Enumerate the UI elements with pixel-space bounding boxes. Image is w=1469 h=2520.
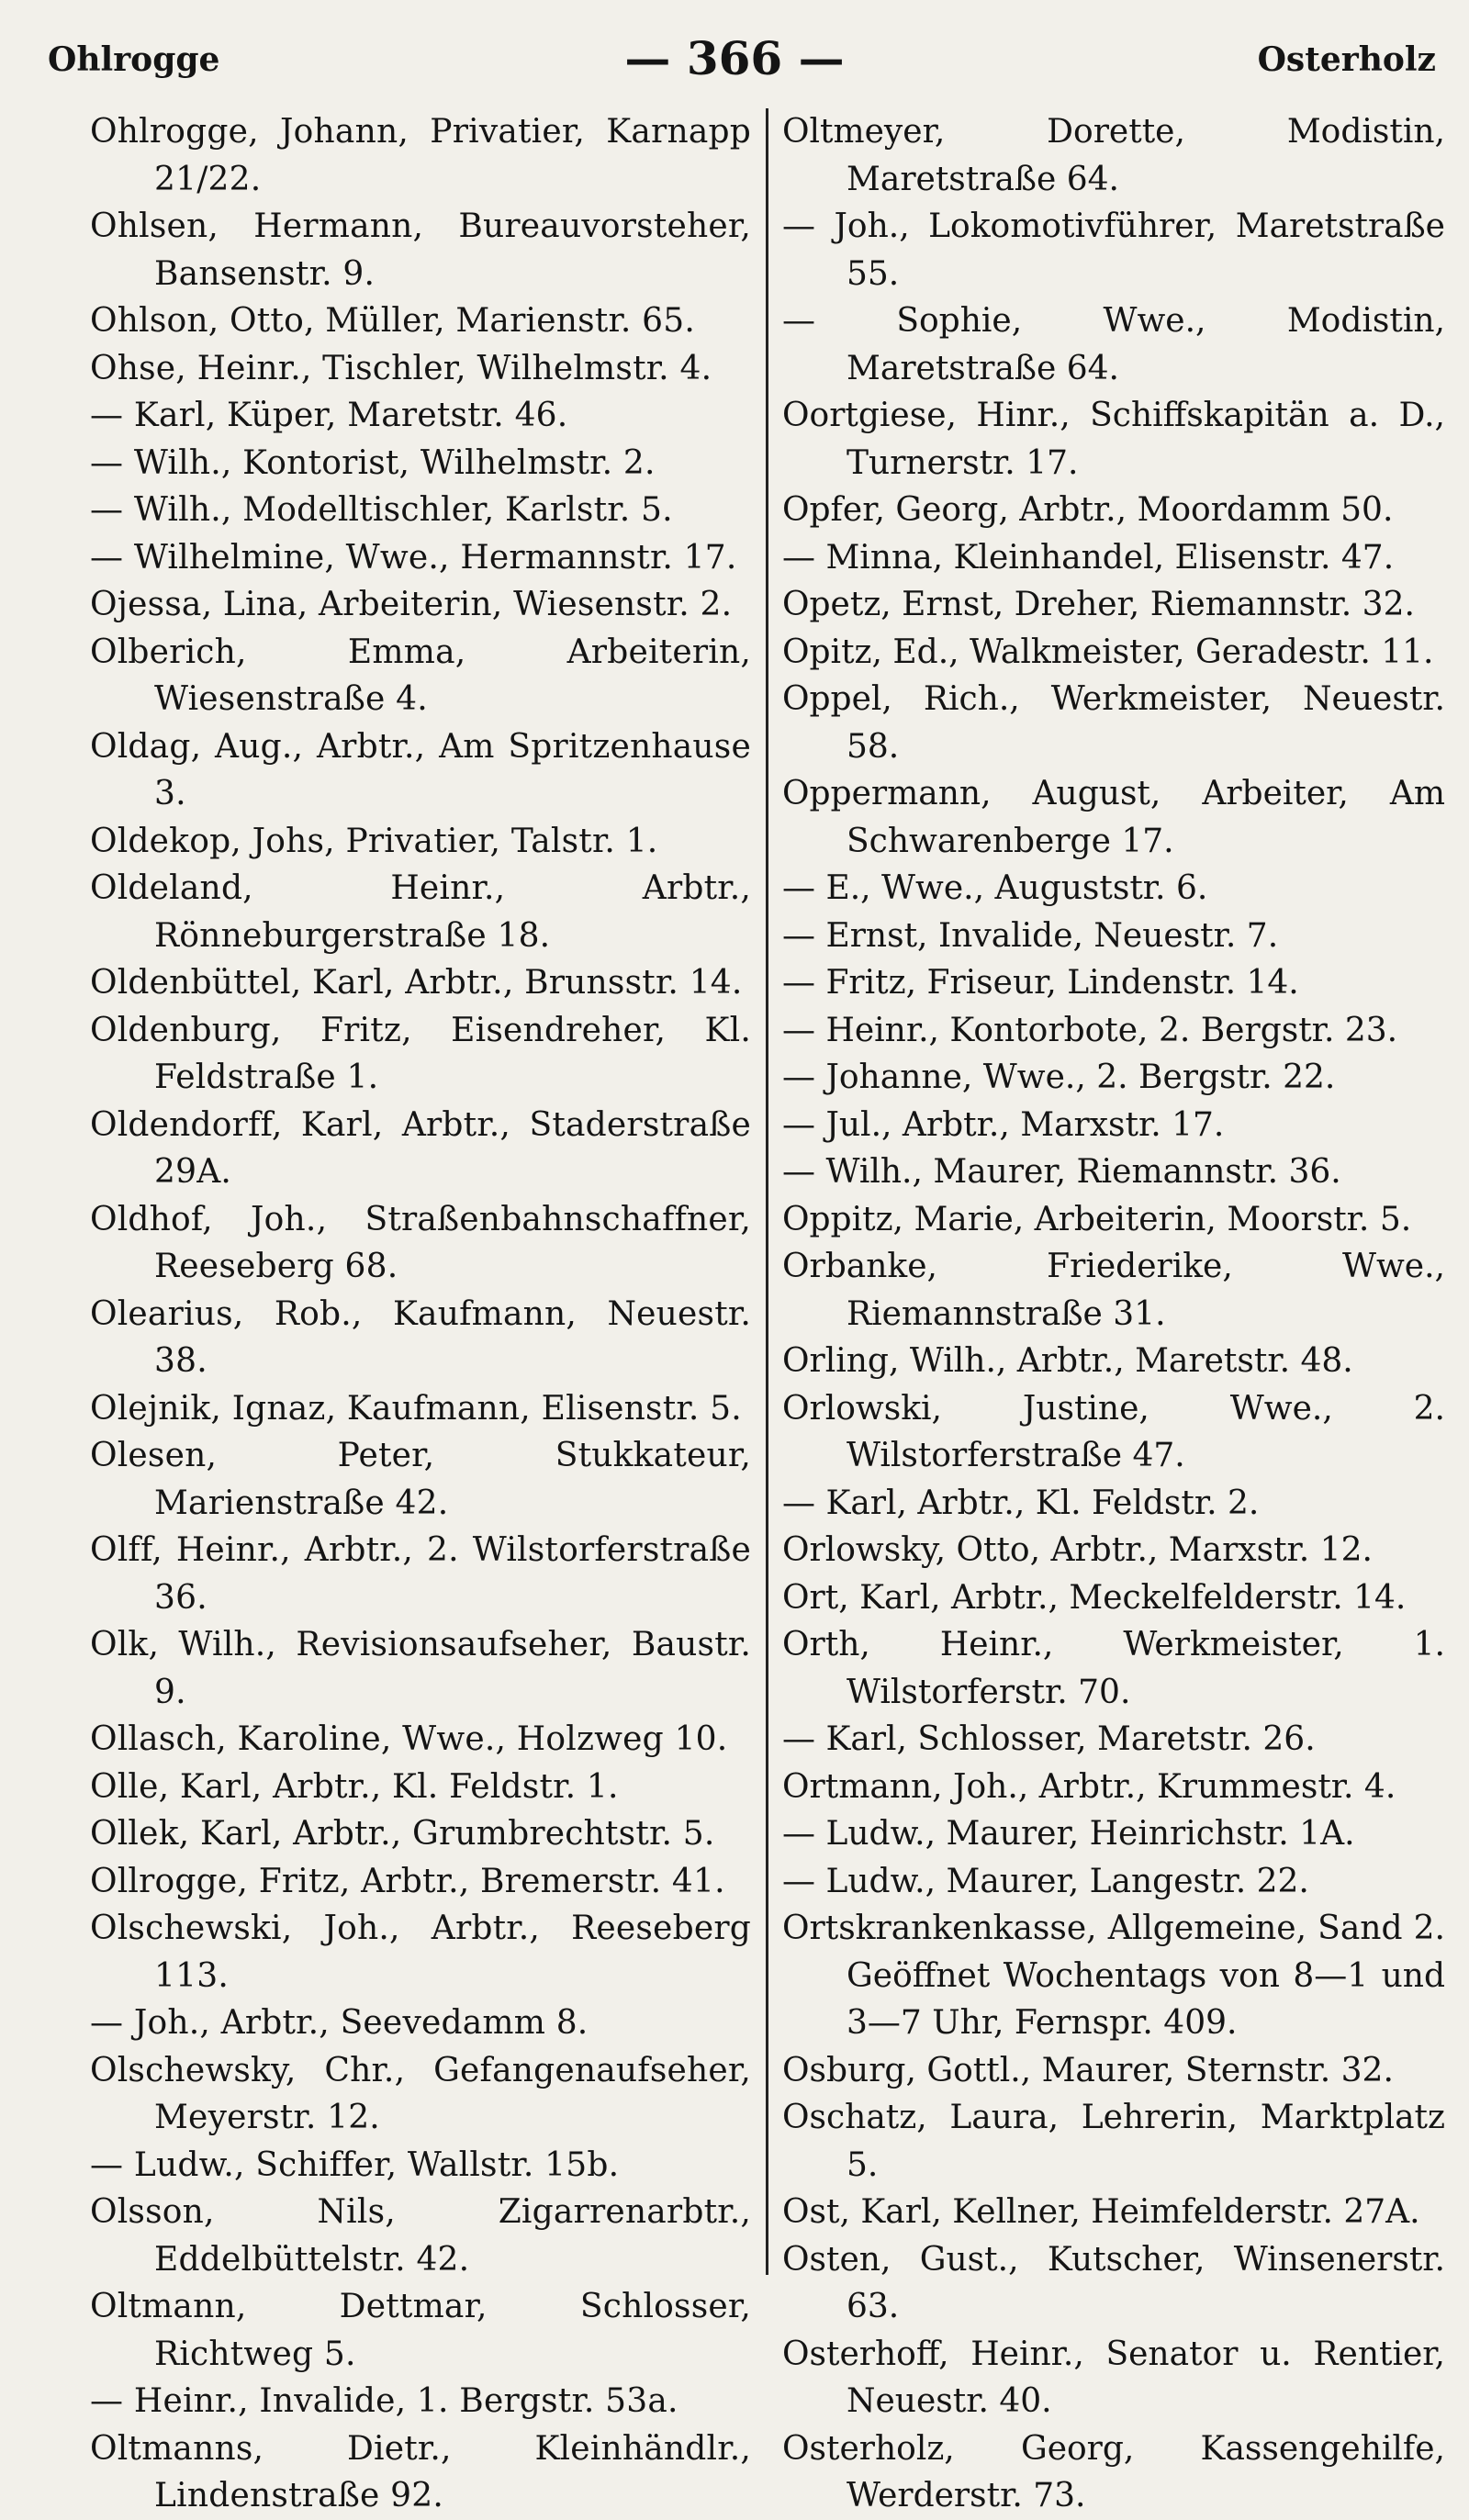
list-item: — Minna, Kleinhandel, Elisenstr. 47. <box>782 538 1395 577</box>
list-item: Olsson, Nils, Zigarrenarbtr., Eddelbüttelstr. 42. <box>90 2193 751 2279</box>
list-item: Oortgiese, Hinr., Schiffskapitän a. D., Turnerstr. 17. <box>782 397 1445 482</box>
list-item: Oldendorff, Karl, Arbtr., Staderstraße 29A. <box>90 1105 751 1191</box>
list-item: Ohse, Heinr., Tischler, Wilhelmstr. 4. <box>90 349 712 387</box>
list-item: Olschewski, Joh., Arbtr., Reeseberg 113. <box>90 1910 751 1995</box>
list-item: — Joh., Arbtr., Seevedamm 8. <box>90 2004 589 2042</box>
list-item: — Fritz, Friseur, Lindenstr. 14. <box>782 964 1299 1002</box>
list-item: Ohlsen, Hermann, Bureauvorsteher, Bansenstr. 9. <box>90 207 751 293</box>
list-item: — Wilh., Kontorist, Wilhelmstr. 2. <box>90 443 656 482</box>
list-item: Ollasch, Karoline, Wwe., Holzweg 10. <box>90 1720 728 1758</box>
list-item: Osterhoff, Heinr., Senator u. Rentier, Neuestr. 40. <box>782 2335 1445 2420</box>
list-item: Ohlson, Otto, Müller, Marienstr. 65. <box>90 302 696 340</box>
list-item: Ortmann, Joh., Arbtr., Krummestr. 4. <box>782 1767 1396 1806</box>
list-item: — Wilhelmine, Wwe., Hermannstr. 17. <box>90 538 737 577</box>
list-item: Olff, Heinr., Arbtr., 2. Wilstorferstraße 36. <box>90 1531 751 1617</box>
list-item: Opetz, Ernst, Dreher, Riemannstr. 32. <box>782 586 1415 623</box>
list-item: Ort, Karl, Arbtr., Meckelfelderstr. 14. <box>782 1578 1407 1617</box>
list-item: Ojessa, Lina, Arbeiterin, Wiesenstr. 2. <box>90 586 733 623</box>
list-item: — Ludw., Schiffer, Wallstr. 15b. <box>90 2145 620 2184</box>
left-column <box>90 108 751 2520</box>
list-item: Ortskrankenkasse, Allgemeine, Sand 2. Geöffnet Wochentags von 8—1 und 3—7 Uhr, Fernspr. 409. <box>782 1910 1445 2042</box>
list-item: Oltmann, Dettmar, Schlosser, Richtweg 5. <box>90 2288 751 2373</box>
list-item: Olle, Karl, Arbtr., Kl. Feldstr. 1. <box>90 1767 619 1806</box>
header-first-entry: Ohlrogge <box>48 40 220 79</box>
page-header <box>0 31 1469 86</box>
list-item: Oldenbüttel, Karl, Arbtr., Brunsstr. 14. <box>90 964 743 1002</box>
list-item: Oppermann, August, Arbeiter, Am Schwarenberge 17. <box>782 775 1445 860</box>
list-item: Ohlrogge, Johann, Privatier, Karnapp 21/22. <box>90 113 751 198</box>
list-item: Ost, Karl, Kellner, Heimfelderstr. 27A. <box>782 2193 1420 2231</box>
list-item: — Heinr., Kontorbote, 2. Bergstr. 23. <box>782 1011 1398 1049</box>
list-item: Oppitz, Marie, Arbeiterin, Moorstr. 5. <box>782 1200 1412 1238</box>
page-number: — 366 — <box>624 31 845 85</box>
list-item: Olejnik, Ignaz, Kaufmann, Elisenstr. 5. <box>90 1389 742 1428</box>
list-item: — Joh., Lokomotivführer, Maretstraße 55. <box>782 207 1445 293</box>
list-item: Orlowski, Justine, Wwe., 2. Wilstorferstraße 47. <box>782 1389 1445 1474</box>
list-item: — Wilh., Modelltischler, Karlstr. 5. <box>90 491 673 529</box>
list-item: Orling, Wilh., Arbtr., Maretstr. 48. <box>782 1342 1353 1380</box>
list-item: Oldeland, Heinr., Arbtr., Rönneburgerstraße 18. <box>90 869 751 955</box>
list-item: — Jul., Arbtr., Marxstr. 17. <box>782 1105 1225 1144</box>
list-item: — Sophie, Wwe., Modistin, Maretstraße 64. <box>782 302 1445 387</box>
list-item: Osterholz, Georg, Kassengehilfe, Werderstr. 73. <box>782 2429 1445 2514</box>
list-item: Orbanke, Friederike, Wwe., Riemannstraße 31. <box>782 1248 1445 1333</box>
list-item: — Ludw., Maurer, Heinrichstr. 1A. <box>782 1815 1355 1853</box>
list-item: — Ernst, Invalide, Neuestr. 7. <box>782 916 1279 955</box>
list-item: Opitz, Ed., Walkmeister, Geradestr. 11. <box>782 633 1434 671</box>
list-item: Opfer, Georg, Arbtr., Moordamm 50. <box>782 491 1394 529</box>
list-item: Olberich, Emma, Arbeiterin, Wiesenstraße 4. <box>90 633 751 718</box>
list-item: — Ludw., Maurer, Langestr. 22. <box>782 1862 1309 1900</box>
list-item: Oltmanns, Dietr., Kleinhändlr., Lindenstraße 92. <box>90 2429 751 2514</box>
list-item: Oschatz, Laura, Lehrerin, Marktplatz 5. <box>782 2099 1445 2184</box>
list-item: Olk, Wilh., Revisionsaufseher, Baustr. 9. <box>90 1626 751 1711</box>
list-item: — Karl, Arbtr., Kl. Feldstr. 2. <box>782 1484 1260 1522</box>
list-item: Olesen, Peter, Stukkateur, Marienstraße 42. <box>90 1437 751 1522</box>
list-item: Ollrogge, Fritz, Arbtr., Bremerstr. 41. <box>90 1862 725 1900</box>
list-item: — Heinr., Invalide, 1. Bergstr. 53a. <box>90 2382 678 2420</box>
list-item: — Wilh., Maurer, Riemannstr. 36. <box>782 1153 1341 1191</box>
list-item: — E., Wwe., Auguststr. 6. <box>782 869 1208 907</box>
list-item: — Johanne, Wwe., 2. Bergstr. 22. <box>782 1058 1336 1096</box>
list-item: Ollek, Karl, Arbtr., Grumbrechtstr. 5. <box>90 1815 715 1853</box>
list-item: Oldhof, Joh., Straßenbahnschaffner, Reeseberg 68. <box>90 1200 751 1285</box>
list-item: Oltmeyer, Dorette, Modistin, Maretstraße 64. <box>782 113 1445 198</box>
list-item: Orth, Heinr., Werkmeister, 1. Wilstorferstr. 70. <box>782 1626 1445 1711</box>
list-item: Olearius, Rob., Kaufmann, Neuestr. 38. <box>90 1294 751 1380</box>
list-item: Oldag, Aug., Arbtr., Am Spritzenhause 3. <box>90 727 751 812</box>
column-divider <box>766 108 768 2275</box>
list-item: Osten, Gust., Kutscher, Winsenerstr. 63. <box>782 2240 1445 2325</box>
header-last-entry: Osterholz <box>1257 40 1436 79</box>
list-item: Oldenburg, Fritz, Eisendreher, Kl. Feldstraße 1. <box>90 1011 751 1096</box>
list-item: Osburg, Gottl., Maurer, Sternstr. 32. <box>782 2051 1394 2089</box>
list-item: Oldekop, Johs, Privatier, Talstr. 1. <box>90 822 658 860</box>
list-item: Olschewsky, Chr., Gefangenaufseher, Meyerstr. 12. <box>90 2051 751 2136</box>
right-column <box>782 108 1445 2520</box>
list-item: — Karl, Küper, Maretstr. 46. <box>90 397 568 434</box>
list-item: — Karl, Schlosser, Maretstr. 26. <box>782 1720 1316 1758</box>
list-item: Oppel, Rich., Werkmeister, Neuestr. 58. <box>782 680 1445 766</box>
list-item: Orlowsky, Otto, Arbtr., Marxstr. 12. <box>782 1531 1373 1569</box>
